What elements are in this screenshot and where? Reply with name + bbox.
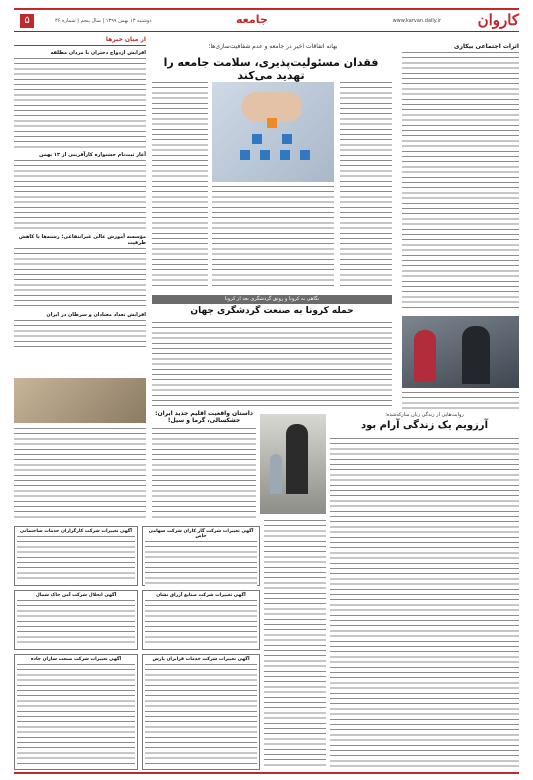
covid-kicker-band: نگاهی به کرونا و رونق گردشگری بعد از کرونا: [152, 295, 392, 304]
lead-column-3: [212, 186, 334, 290]
lead-headline[interactable]: فقدان مسئولیت‌پذیری، سلامت جامعه را تهدید می‌کند: [163, 56, 379, 82]
lead-image: [212, 82, 334, 182]
news-item-title[interactable]: مؤسسه آموزش عالی غیرانتفاعی؛ رشته‌ها با کاهش ظرفیت: [18, 234, 146, 246]
left-column: [14, 36, 146, 371]
peace-body-extra: [264, 520, 326, 768]
notice-box[interactable]: [142, 654, 260, 770]
lead-column-1: [340, 82, 392, 290]
peace-headline[interactable]: آرزویم یک زندگی آرام بود: [361, 420, 488, 431]
news-item-title[interactable]: آغاز ثبت‌نام جشنواره کارآفرینی از ۱۳ بهمن: [39, 152, 146, 158]
right-column-body: [402, 52, 519, 312]
people-icon: [267, 118, 277, 128]
notice-title: آگهی تغییرات شرکت صنایع آرزاق نشان: [156, 593, 246, 598]
notice-title: آگهی تغییرات شرکت کارگزاران خدمات ساختمانی: [20, 529, 132, 534]
logo: کاروان: [477, 11, 519, 29]
person-shape: [286, 424, 308, 494]
left-column-header: از میان خبرها: [14, 36, 146, 46]
notice-body: [145, 600, 257, 646]
covid-photo: [402, 316, 519, 388]
notice-title: آگهی تغییرات شرکت گاز کاران شرکت سهامی خاص: [148, 529, 254, 539]
news-item-title[interactable]: افزایش تعداد معتادان و سرطان در ایران: [46, 312, 146, 318]
bottom-red-rule: [14, 772, 519, 774]
notice-title: آگهی تغییرات شرکت صنعت سازان جاده: [30, 657, 122, 662]
lead-kicker: بهانه اتفاقات اخیر در جامعه و عدم شفافیت‌سازی‌ها؛: [208, 43, 338, 50]
person-shape: [414, 330, 436, 382]
date-line: دوشنبه ۱۳ بهمن ۱۳۹۹ | سال پنجم | شماره ۳۶: [55, 18, 152, 24]
notice-body: [17, 664, 135, 764]
climate-body-2: [14, 428, 146, 520]
people-icon: [280, 150, 290, 160]
notice-body: [17, 600, 135, 646]
masthead-rule: [14, 31, 519, 32]
notice-box[interactable]: [14, 526, 138, 586]
child-shape: [270, 454, 282, 494]
news-item-body: [14, 160, 146, 230]
people-icon: [260, 150, 270, 160]
covid-headline[interactable]: حمله کرونا به صنعت گردشگری جهان: [190, 306, 354, 316]
top-red-rule: [14, 8, 519, 10]
people-icon: [282, 134, 292, 144]
right-column-title[interactable]: اثرات اجتماعی بیکاری: [454, 43, 519, 50]
covid-body: [152, 322, 392, 406]
news-item-body: [14, 248, 146, 308]
notice-body: [145, 541, 257, 587]
notice-box[interactable]: [142, 526, 260, 586]
website[interactable]: www.karvan.daily.ir: [392, 18, 441, 24]
person-shape: [462, 326, 490, 384]
people-icon: [300, 150, 310, 160]
notice-box[interactable]: [142, 590, 260, 650]
notice-box[interactable]: [14, 590, 138, 650]
notice-box[interactable]: [14, 654, 138, 770]
lead-column-2: [152, 82, 208, 290]
section-title: جامعه: [236, 13, 268, 26]
climate-headline[interactable]: داستان واقعیت اقلیم جدید ایران: خشکسالی، گرما و سیل!: [155, 410, 253, 424]
people-icon: [252, 134, 262, 144]
page-number: ۵: [20, 14, 34, 28]
notice-title: آگهی انحلال شرکت آمن خاک شمال: [35, 593, 117, 598]
people-icon: [240, 150, 250, 160]
peace-photo: [260, 414, 326, 514]
covid-photo-caption: [402, 392, 519, 410]
news-item-title[interactable]: افزایش ازدواج دختران با مردان مطلقه: [50, 50, 146, 56]
notice-title: آگهی تغییرات شرکت خدمات فرابران پارس: [152, 657, 250, 662]
news-item-body: [14, 320, 146, 350]
peace-body: [330, 438, 519, 768]
news-item-body: [14, 58, 146, 148]
peace-kicker: روایت‌هایی از زندگی زنان متارکه‌شده؛: [385, 412, 464, 418]
climate-body-1: [152, 428, 256, 520]
climate-photo: [14, 378, 146, 423]
notice-body: [145, 664, 257, 764]
notice-body: [17, 536, 135, 582]
